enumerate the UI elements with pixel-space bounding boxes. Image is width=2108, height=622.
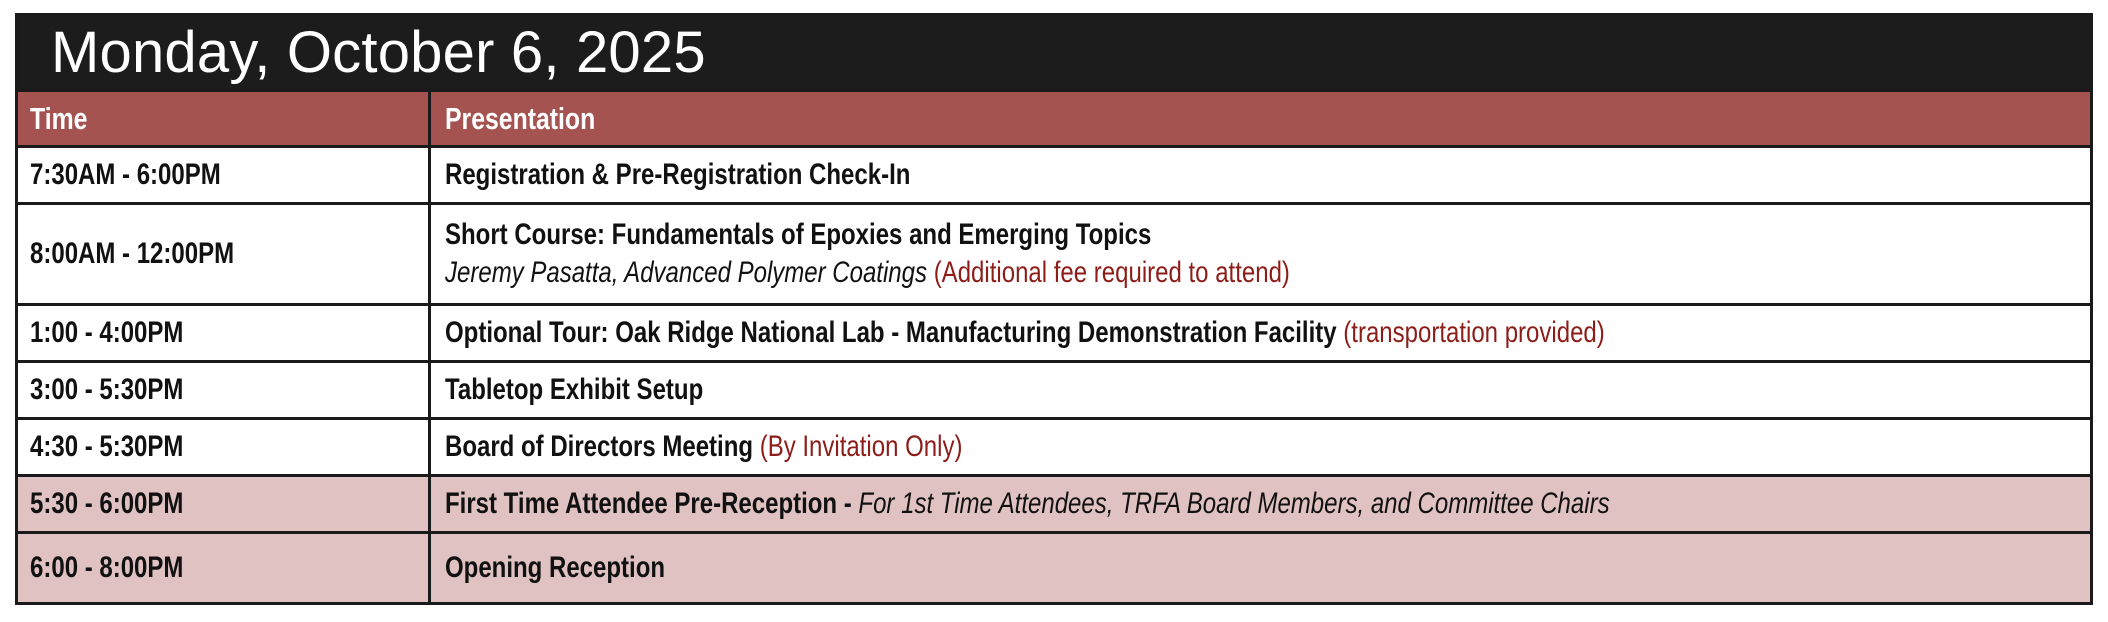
row-title: Opening Reception: [445, 551, 666, 584]
row-presentation-cell: [431, 477, 2090, 531]
row-note: (By Invitation Only): [759, 430, 963, 463]
row-line: [445, 315, 1761, 351]
row-speaker: Jeremy Pasatta, Advanced Polymer Coatings: [445, 256, 928, 289]
column-header-row: [18, 89, 2090, 145]
row-time-cell: [18, 420, 431, 474]
row-line: [445, 429, 1761, 465]
row-presentation-cell: [431, 148, 2090, 202]
row-time: 6:00 - 8:00PM: [30, 551, 184, 584]
column-header-time: [18, 92, 431, 145]
row-note: (transportation provided): [1343, 316, 1605, 349]
day-title: Monday, October 6, 2025: [18, 16, 2090, 89]
table-row: [18, 417, 2090, 474]
row-time-cell: [18, 477, 431, 531]
row-subline: [445, 255, 1761, 291]
table-row: [18, 474, 2090, 531]
table-row: [18, 145, 2090, 202]
table-row: [18, 303, 2090, 360]
row-time: 1:00 - 4:00PM: [30, 316, 184, 349]
row-presentation-cell: [431, 205, 2090, 303]
row-presentation-cell: [431, 534, 2090, 602]
row-presentation-cell: [431, 363, 2090, 417]
row-presentation-cell: [431, 420, 2090, 474]
row-time: 7:30AM - 6:00PM: [30, 158, 221, 191]
row-time: 8:00AM - 12:00PM: [30, 237, 235, 270]
row-title: Short Course: Fundamentals of Epoxies and Emerging Topics: [445, 218, 1152, 251]
row-time-cell: [18, 148, 431, 202]
row-time-cell: [18, 534, 431, 602]
row-note: (Additional fee required to attend): [933, 256, 1290, 289]
row-detail: For 1st Time Attendees, TRFA Board Members, and Committee Chairs: [858, 487, 1610, 520]
table-row: [18, 202, 2090, 303]
row-time-cell: [18, 306, 431, 360]
row-time: 5:30 - 6:00PM: [30, 487, 184, 520]
row-title: First Time Attendee Pre-Reception -: [445, 487, 852, 520]
row-title: Optional Tour: Oak Ridge National Lab - Manufacturing Demonstration Facility: [445, 316, 1337, 349]
table-row: [18, 360, 2090, 417]
column-header-time-label: Time: [30, 100, 88, 136]
schedule-table: [15, 13, 2093, 605]
row-line: [445, 486, 1761, 522]
row-time-cell: [18, 205, 431, 303]
row-time: 3:00 - 5:30PM: [30, 373, 184, 406]
row-title: Registration & Pre-Registration Check-In: [445, 158, 911, 191]
row-time-cell: [18, 363, 431, 417]
column-header-presentation-label: Presentation: [445, 100, 596, 136]
row-title: Board of Directors Meeting: [445, 430, 754, 463]
row-title: Tabletop Exhibit Setup: [445, 373, 704, 406]
column-header-presentation: [431, 92, 2090, 145]
row-time: 4:30 - 5:30PM: [30, 430, 184, 463]
table-row: [18, 531, 2090, 602]
row-presentation-cell: [431, 306, 2090, 360]
